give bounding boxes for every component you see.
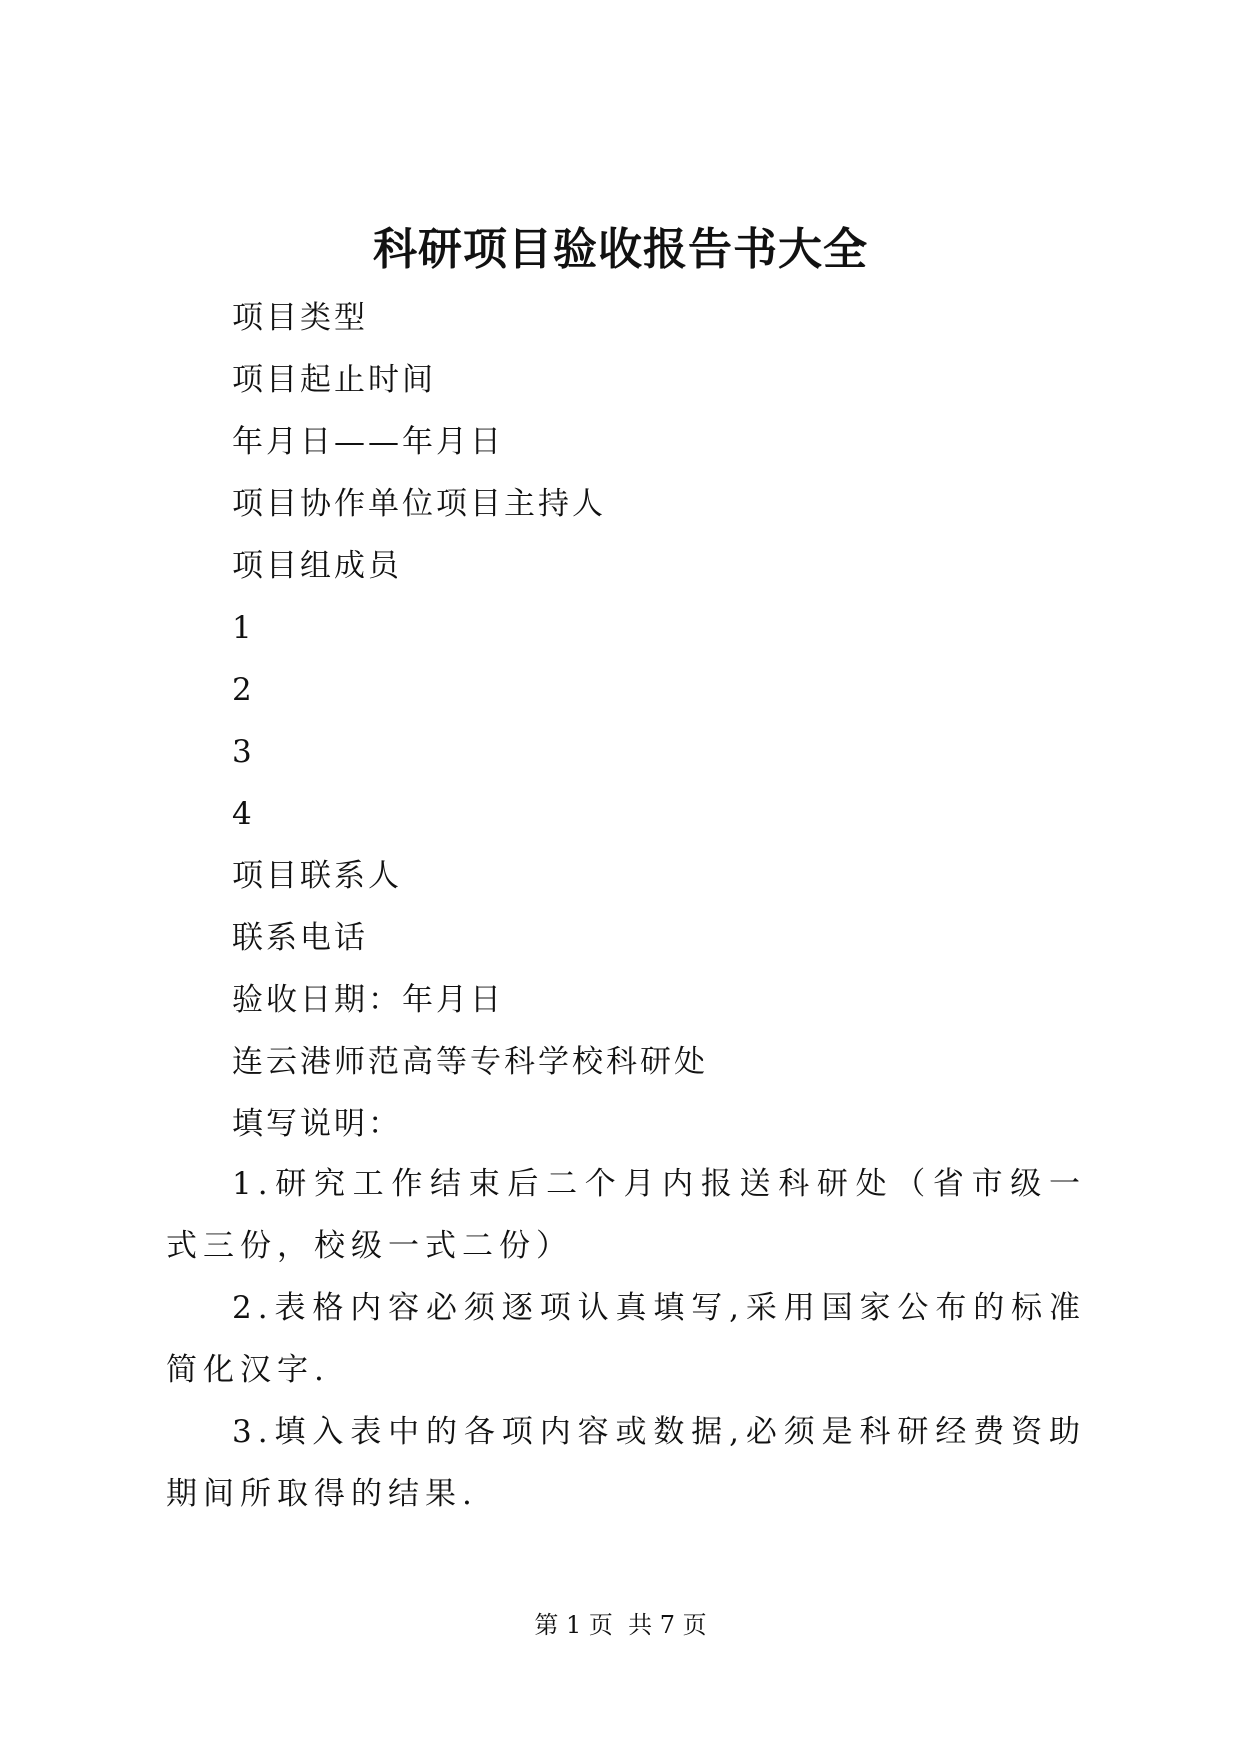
document-title: 科研项目验收报告书大全 [373, 224, 868, 275]
instruction-item-2: 2.表格内容必须逐项认真填写,采用国家公布的标准简化汉字. [166, 1290, 1086, 1388]
member-number-2: 2 [232, 672, 255, 708]
member-number-3: 3 [232, 734, 255, 770]
instruction-item-3: 3.填入表中的各项内容或数据,必须是科研经费资助期间所取得的结果. [166, 1414, 1086, 1512]
field-contact-person: 项目联系人 [232, 858, 402, 894]
instruction-item-1: 1.研究工作结束后二个月内报送科研处（省市级一式三份，校级一式二份） [166, 1166, 1086, 1264]
member-number-1: 1 [232, 610, 255, 646]
field-date-range: 年月日——年月日 [232, 424, 504, 460]
field-project-members: 项目组成员 [232, 548, 402, 584]
field-cooperating-unit-host: 项目协作单位项目主持人 [232, 486, 606, 522]
field-acceptance-date: 验收日期：年月日 [232, 982, 504, 1018]
member-number-4: 4 [232, 796, 255, 832]
instructions-heading: 填写说明： [232, 1106, 402, 1142]
page-number-label: 第 1 页 共 7 页 [534, 1611, 707, 1639]
field-project-period: 项目起止时间 [232, 362, 436, 398]
page-footer [0, 1610, 1241, 1640]
field-project-type: 项目类型 [232, 300, 368, 336]
issuing-office: 连云港师范高等专科学校科研处 [232, 1044, 708, 1080]
field-contact-phone: 联系电话 [232, 920, 368, 956]
